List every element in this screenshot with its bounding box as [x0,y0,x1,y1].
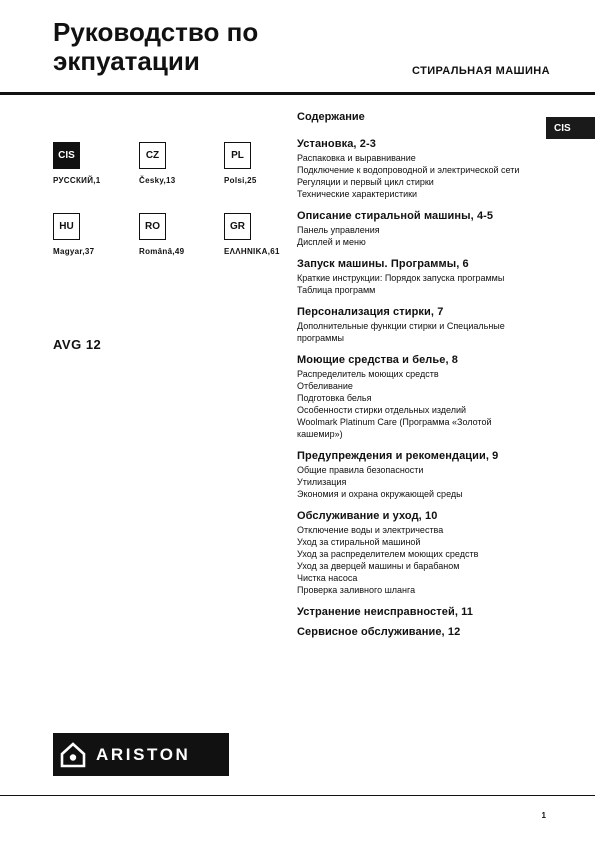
toc-item[interactable]: Распаковка и выравнивание [297,153,416,163]
toc-item[interactable]: Отключение воды и электричества [297,525,444,535]
toc-section-installation[interactable] [297,137,557,200]
ariston-logo [53,733,229,776]
toc-section-title[interactable]: Сервисное обслуживание, 12 [297,626,461,638]
model-name: AVG 12 [53,337,102,352]
language-code-box: CZ [139,142,166,169]
toc-section-title[interactable]: Моющие средства и белье, 8 [297,354,459,366]
page-subtitle: СТИРАЛЬНАЯ МАШИНА [412,65,550,77]
toc-item[interactable]: Подготовка белья [297,393,372,403]
toc-section-maintenance[interactable] [297,509,557,596]
toc-item[interactable]: Панель управления [297,225,380,235]
toc-item[interactable]: Уход за распределителем моющих средств [297,549,479,559]
title-line-1: Руководство по [53,17,259,47]
toc-item[interactable]: кашемир») [297,429,343,439]
toc-item[interactable]: Утилизация [297,477,347,487]
language-label: Polsi,25 [224,176,257,185]
toc-item[interactable]: Таблица программ [297,285,376,295]
toc-item[interactable]: Экономия и охрана окружающей среды [297,489,463,499]
language-code-box: GR [224,213,251,240]
toc-item[interactable]: Woolmark Platinum Care (Программа «Золотой [297,417,492,427]
toc-section-title[interactable]: Предупреждения и рекомендации, 9 [297,450,499,462]
toc-item[interactable]: Распределитель моющих средств [297,369,439,379]
toc-item[interactable]: Уход за дверцей машины и барабаном [297,561,460,571]
language-label: Magyar,37 [53,247,95,256]
toc-section-start[interactable] [297,257,557,296]
language-side-tab[interactable]: CIS [546,117,595,139]
toc-item[interactable]: Уход за стиральной машиной [297,537,421,547]
language-label: Česky,13 [139,176,176,185]
toc-item[interactable]: Общие правила безопасности [297,465,424,475]
title-line-2: экпуатации [53,46,200,76]
language-label: ΕΛΛΗΝΙΚΑ,61 [224,247,280,256]
language-ro[interactable] [139,213,219,256]
logo-text: ARISTON [96,744,191,764]
language-label: РУССКИЙ,1 [53,176,101,185]
table-of-contents [297,111,557,648]
toc-item[interactable]: Технические характеристики [297,189,418,199]
toc-item[interactable]: Отбеливание [297,381,353,391]
language-cz[interactable] [139,142,219,185]
language-code-box: RO [139,213,166,240]
toc-item[interactable]: Краткие инструкции: Порядок запуска программы [297,273,505,283]
page-number: 1 [541,811,546,820]
footer-rule [0,795,595,796]
toc-section-troubleshooting[interactable] [297,605,557,619]
toc-heading: Содержание [297,111,365,123]
language-code-box: PL [224,142,251,169]
toc-section-title[interactable]: Описание стиральной машины, 4-5 [297,210,494,222]
language-gr[interactable] [224,213,304,256]
page-title [53,18,373,76]
toc-item[interactable]: Чистка насоса [297,573,358,583]
toc-section-detergents[interactable] [297,353,557,440]
house-icon [60,742,86,768]
toc-item[interactable]: Регуляции и первый цикл стирки [297,177,434,187]
toc-item[interactable]: Дисплей и меню [297,237,366,247]
language-code-box: HU [53,213,80,240]
toc-section-title[interactable]: Устранение неисправностей, 11 [297,606,473,618]
toc-item[interactable]: Проверка заливного шланга [297,585,416,595]
toc-item[interactable]: Подключение к водопроводной и электрической сети [297,165,520,175]
toc-section-title[interactable]: Персонализация стирки, 7 [297,306,444,318]
language-pl[interactable] [224,142,304,185]
language-hu[interactable] [53,213,133,256]
toc-section-title[interactable]: Обслуживание и уход, 10 [297,510,438,522]
toc-section-personalization[interactable] [297,305,557,344]
toc-section-title[interactable]: Запуск машины. Программы, 6 [297,258,469,270]
toc-item[interactable]: Особенности стирки отдельных изделий [297,405,467,415]
toc-section-service[interactable] [297,625,557,639]
toc-item[interactable]: Дополнительные функции стирки и Специальные [297,321,505,331]
language-code-box: CIS [53,142,80,169]
language-cis[interactable] [53,142,133,185]
toc-item[interactable]: программы [297,333,345,343]
header-rule [0,92,595,95]
toc-section-warnings[interactable] [297,449,557,500]
toc-section-title[interactable]: Установка, 2-3 [297,138,376,150]
language-label: Românâ,49 [139,247,185,256]
toc-section-description[interactable] [297,209,557,248]
